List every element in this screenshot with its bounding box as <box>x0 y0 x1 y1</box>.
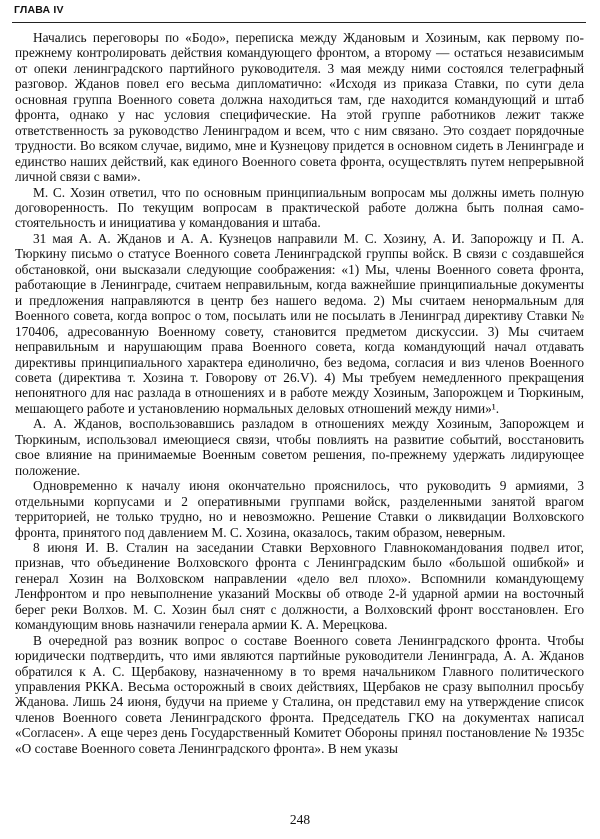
paragraph-4: А. А. Жданов, воспользовавшись разладом в отношениях между Хозиным, Запорожцем и Тюркиным, использовал имеющиеся связи, чтобы повлиять на развитие событий, восстановить свое влияние на принимаемые Военным советом решения, по-прежнему удержать лидирующее положение. <box>15 416 584 478</box>
paragraph-2: М. С. Хозин ответил, что по основным принципиальным вопросам мы должны иметь полную договоренность. По текущим вопросам в практической работе должна быть полная самостоятельность и инициатива у командования и штаба. <box>15 184 584 231</box>
paragraph-7: В очередной раз возник вопрос о составе Военного совета Ленинградского фронта. Чтобы юридически подтвердить, что ими являются партийные руководители Ленинграда, А. А. Жданов обратился к А. С. Щербакову, назначенному в то время начальником Главного политического управления РККА. Весьма осторожный в своих действиях, Щербаков не сразу выполнил просьбу Жданова. Лишь 24 июня, будучи на приеме у Сталина, он представил ему на утверждение список членов Военного совета Ленинградского фронта. Председатель ГКО на документах написал «Согласен». А еще через день Государственный Комитет Обороны принял постановление № 1935с «О составе Военного совета Ленинградского фронта». В нем указы <box>15 632 584 756</box>
header-rule <box>12 22 586 23</box>
paragraph-3: 31 мая А. А. Жданов и А. А. Кузнецов направили М. С. Хозину, А. И. Запорожцу и П. А. Тюркину письмо о статусе Военного совета Ленинградской группы войск. В связи с создавшейся обстановкой, они высказали следующие соображения: «1) Мы, члены Военного совета фронта, работающие в Ленинграде, считаем неправильным, когда важнейшие принципиальные документы и предложения направляются в центр без нашего ведома. 2) Мы считаем ненормальным для Военного совета, когда вопрос о том, посылать или не посылать в Ленинград директиву Ставки № 170406, адресованную Военному совету, становится предметом дискуссии. 3) Мы считаем неправильным и нарушающим права Военного совета, когда командующий начал отдавать директивы принципиального характера единолично, без ведома, согласия и виз членов Военного совета (директива т. Хозина т. Говорову от 26.V). 4) Мы требуем немедленного прекращения непонятного для нас разлада в отношениях и в работе между Хозиным, Запорожцем и Тюркиным, мешающего работе и установлению нормальных деловых отношений между ними»¹. <box>15 230 584 416</box>
paragraph-1: Начались переговоры по «Бодо», переписка между Ждановым и Хозиным, как первому попрежнему контролировать действия командующего фронтом, а второму — остаться независимым от опеки ленинградского партийного руководителя. 3 мая между ними состоялся телеграфный разговор. Жданов повел его весьма дипломатично: «Исходя из приказа Ставки, по сути дела основная группа Военного совета должна находиться там, где находится командующий и штаб фронта, однако у нас условия специфические. На этой группе работников лежит также ответственность за руководство Ленинградом и всем, что с ним связано. Это создает порядочные трудности. Во всяком случае, видимо, мне и Кузнецову придется в основном сидеть в Ленинграде и единство наших действий, как единого Военного совета фронта, осуществлять путем непрерывной личной связи с вами». <box>15 30 584 185</box>
paragraph-6: 8 июня И. В. Сталин на заседании Ставки Верховного Главнокомандования подвел итог, признав, что объединение Волховского фронта с Ленинградским было «большой ошибкой» и генерал Хозин на Волховском направлении «дело вел плохо». Вспомнили командующему Ленфронтом и про невыполнение указаний Москвы об отводе 2-й ударной армии на восточный берег реки Волхов. М. С. Хозин был снят с должности, а Волховский фронт восстановлен. Его командующим вновь назначили генерала армии К. А. Мерецкова. <box>15 539 584 633</box>
page-body <box>15 30 584 756</box>
page-number: 248 <box>289 812 311 827</box>
chapter-header: ГЛАВА IV <box>14 4 64 16</box>
paragraph-5: Одновременно к началу июня окончательно прояснилось, что руководить 9 армиями, 3 отдельными корпусами и 2 оперативными группами войск, разделенными занятой врагом территорией, не только трудно, но и невозможно. Решение Ставки о ликвидации Волховского фронта, принятого под давлением М. С. Хозина, оказалось, таким образом, неверным. <box>15 478 584 540</box>
